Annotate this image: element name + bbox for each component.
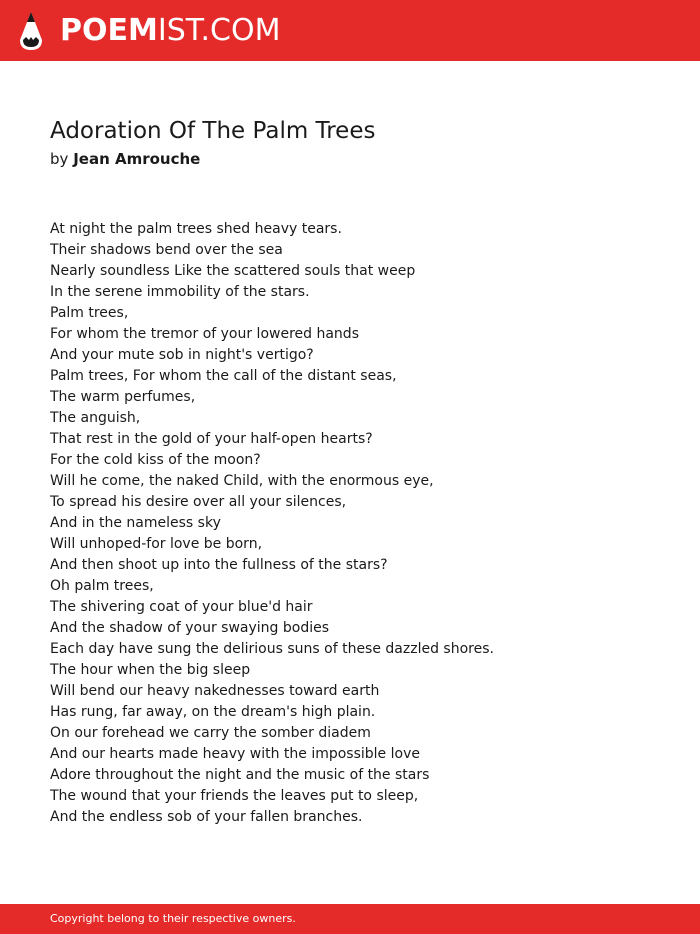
poem-line: The hour when the big sleep: [50, 662, 251, 678]
poem-line: Will he come, the naked Child, with the enormous eye,: [50, 473, 434, 489]
poem-line: The warm perfumes,: [50, 389, 196, 405]
poem-line: The anguish,: [50, 410, 141, 426]
author-name[interactable]: Jean Amrouche: [73, 150, 201, 168]
poem-title: Adoration Of The Palm Trees: [50, 118, 376, 144]
copyright-notice: Copyright belong to their respective owners.: [50, 912, 296, 925]
poem-line: That rest in the gold of your half-open hearts?: [50, 431, 373, 447]
site-header: [0, 0, 700, 61]
poem-line: The wound that your friends the leaves put to sleep,: [50, 788, 419, 804]
poem-line: Their shadows bend over the sea: [50, 242, 283, 258]
poem-line: Will bend our heavy nakednesses toward earth: [50, 683, 380, 699]
site-footer: [0, 904, 700, 934]
poem-line: And our hearts made heavy with the impossible love: [50, 746, 420, 762]
poem-line: And then shoot up into the fullness of the stars?: [50, 557, 388, 573]
poem-line: The shivering coat of your blue'd hair: [50, 599, 313, 615]
poem-line: And your mute sob in night's vertigo?: [50, 347, 314, 363]
site-name: [60, 10, 280, 52]
by-label: by: [50, 150, 69, 168]
poem-line: At night the palm trees shed heavy tears.: [50, 221, 342, 237]
poem-line: Will unhoped-for love be born,: [50, 536, 263, 552]
poem-line: Each day have sung the delirious suns of these dazzled shores.: [50, 641, 494, 657]
poem-line: Has rung, far away, on the dream's high plain.: [50, 704, 376, 720]
poem-line: To spread his desire over all your silences,: [50, 494, 347, 510]
poem-line: Oh palm trees,: [50, 578, 154, 594]
byline: [50, 148, 200, 170]
poem-line: And the endless sob of your fallen branches.: [50, 809, 363, 825]
poem-line: Nearly soundless Like the scattered souls that weep: [50, 263, 416, 279]
site-name-bold: POEM: [60, 13, 158, 48]
poem-line: Palm trees, For whom the call of the distant seas,: [50, 368, 397, 384]
poem-line: On our forehead we carry the somber diadem: [50, 725, 371, 741]
site-logo[interactable]: [18, 10, 280, 52]
poem-line: For the cold kiss of the moon?: [50, 452, 261, 468]
site-name-light: IST.COM: [157, 13, 281, 48]
poem-line: And the shadow of your swaying bodies: [50, 620, 330, 636]
poem-line: In the serene immobility of the stars.: [50, 284, 310, 300]
poem-body: [50, 219, 494, 828]
poem-line: Adore throughout the night and the music of the stars: [50, 767, 430, 783]
poem-line: Palm trees,: [50, 305, 129, 321]
poem-line: For whom the tremor of your lowered hands: [50, 326, 359, 342]
poem-line: And in the nameless sky: [50, 515, 221, 531]
pencil-tip-icon: [18, 10, 44, 52]
